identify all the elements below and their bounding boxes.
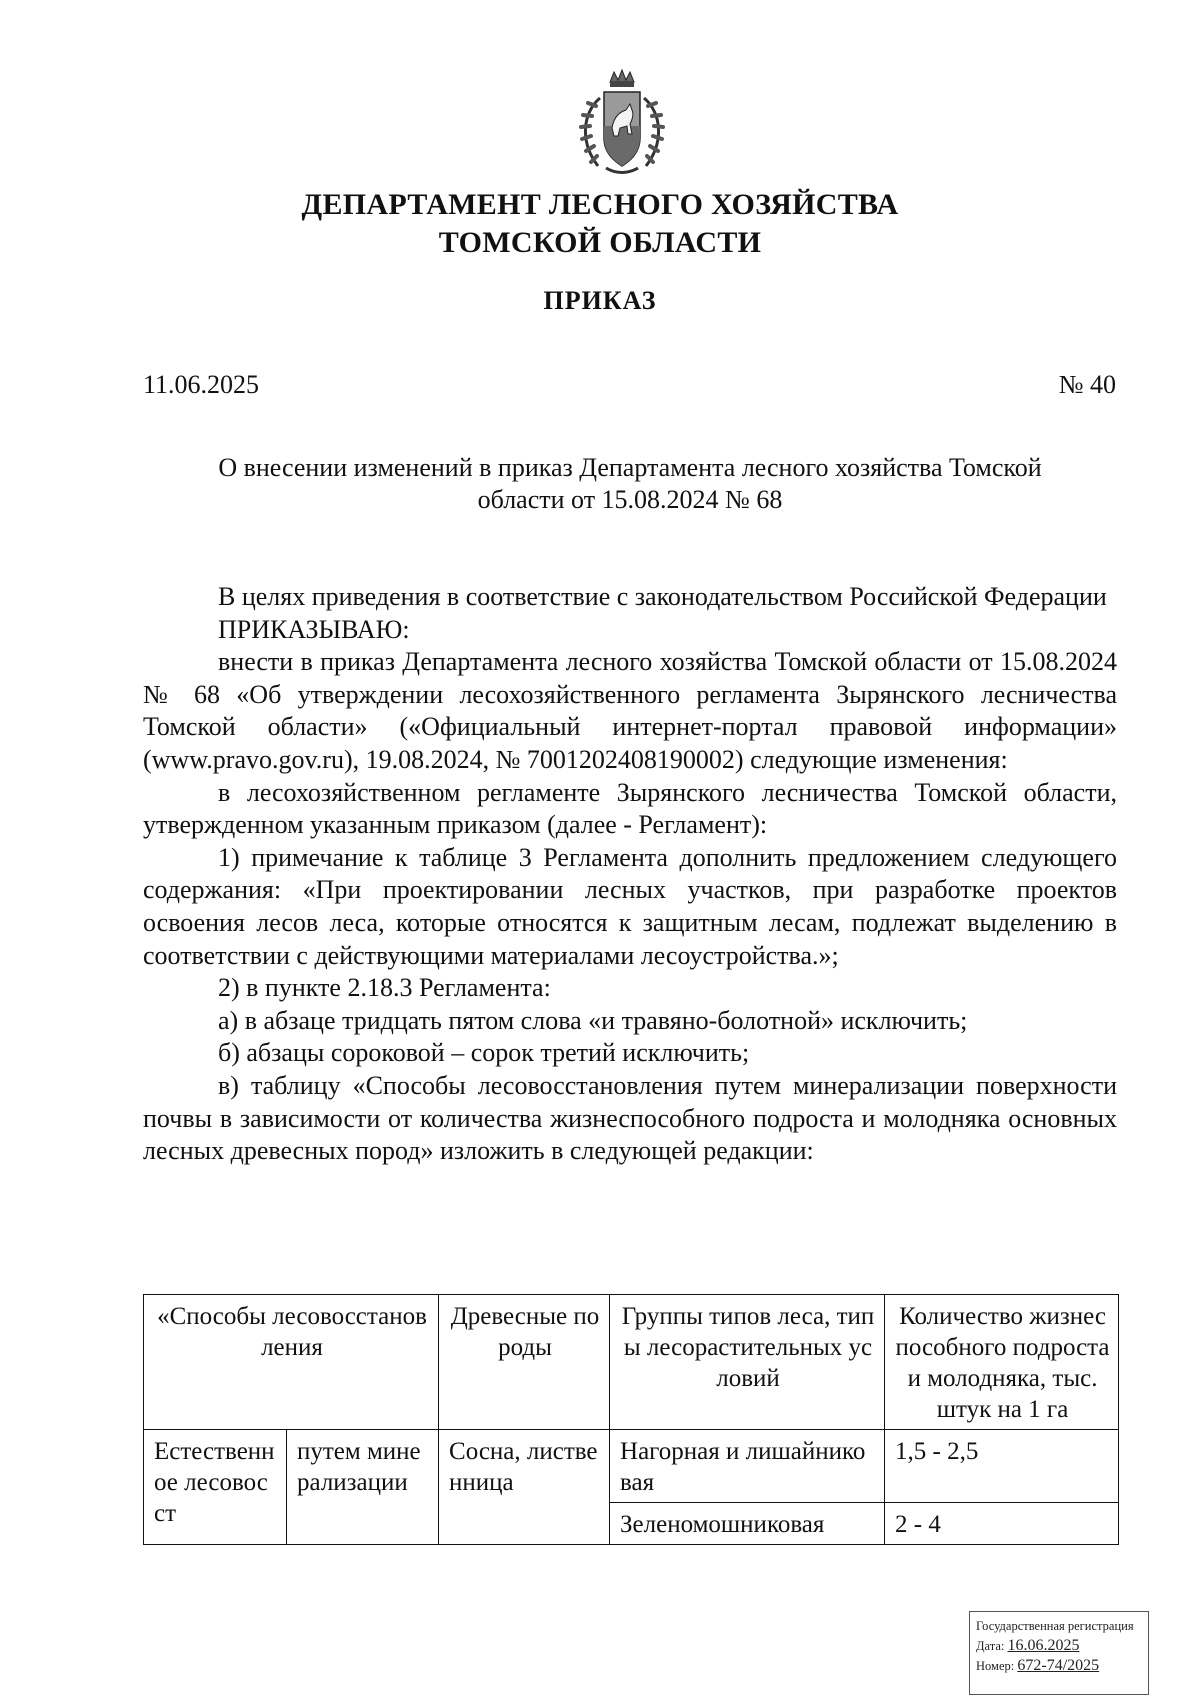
organization-name-line2: ТОМСКОЙ ОБЛАСТИ [438,226,762,259]
table-cell-forest-group: Нагорная и лишайниковая [610,1430,885,1503]
table-cell-count: 1,5 - 2,5 [885,1430,1119,1503]
body-paragraph: 1) примечание к таблице 3 Регламента дополнить предложением следующего содержания: «При проектировании лесных участков, при разработке проектов освоения лесов леса, которые относятся к защитным лесам, подлежат выделению в соответствии с действующими материалами лесоустройства.»; [143,842,1117,970]
table-header-row [144,1295,1119,1430]
stamp-number-value: 672-74/2025 [1017,1657,1100,1674]
stamp-date-label: Дата: [976,1639,1005,1653]
document-type: ПРИКАЗ [543,286,657,315]
order-number: № 40 [1058,370,1116,399]
body-paragraph: а) в абзаце тридцать пятом слова «и травяно-болотной» исключить; [218,1005,968,1035]
stamp-title: Государственная регистрация [976,1619,1134,1633]
body-paragraph: внести в приказ Департамента лесного хозяйства Томской области от 15.08.2024 № 68 «Об утверждении лесохозяйственного регламента Зырянского лесничества Томской области» («Официальный интернет-портал правовой информации» (www.pravo.gov.ru), 19.08.2024, № 7001202408190002) следующие изменения: [143,647,1117,774]
body-paragraph: В целях приведения в соответствие с законодательством Российской Федерации [218,582,1107,611]
body-paragraph-order-word: ПРИКАЗЫВАЮ: [218,614,410,644]
order-body [143,581,1117,1168]
table-cell-count: 2 - 4 [885,1503,1119,1545]
table-header-cell: Древесные породы [439,1295,610,1430]
stamp-number-label: Номер: [976,1659,1015,1673]
table-row [144,1430,1119,1503]
table-cell-species: Сосна, лиственница [439,1430,610,1545]
body-paragraph: 2) в пункте 2.18.3 Регламента: [218,973,551,1003]
body-paragraph: б) абзацы сороковой – сорок третий исключить; [218,1038,750,1068]
table-cell-method: Естественное лесовосст [144,1430,287,1545]
table-header-cell: «Способы лесовосстановления [144,1295,439,1430]
body-paragraph: в) таблицу «Способы лесовосстановления путем минерализации поверхности почвы в зависимости от количества жизнеспособного подроста и молодняка основных лесных древесных пород» изложить в следующей редакции: [143,1070,1117,1166]
reforestation-table [143,1294,1119,1545]
table-header-cell: Количество жизнеспособного подроста и молодняка, тыс. штук на 1 га [885,1295,1119,1430]
order-subject-line1: О внесении изменений в приказ Департамента лесного хозяйства Томской [218,453,1042,482]
table-cell-forest-group: Зеленомошниковая [610,1503,885,1545]
coat-of-arms-icon [570,68,674,180]
order-subject-line2: области от 15.08.2024 № 68 [477,485,783,514]
order-date: 11.06.2025 [143,370,260,399]
body-paragraph: в лесохозяйственном регламенте Зырянского лесничества Томской области, утвержденном указанным приказом (далее - Регламент): [143,777,1117,840]
organization-name-line1: ДЕПАРТАМЕНТ ЛЕСНОГО ХОЗЯЙСТВА [301,188,899,221]
stamp-date-value: 16.06.2025 [1007,1637,1080,1654]
registration-stamp [969,1611,1149,1695]
order-subject [143,452,1117,516]
stamp-date-row [976,1636,1142,1656]
table-header-cell: Группы типов леса, типы лесорастительных условий [610,1295,885,1430]
table-cell-submethod: путем минерализации [287,1430,439,1545]
stamp-number-row [976,1656,1142,1676]
